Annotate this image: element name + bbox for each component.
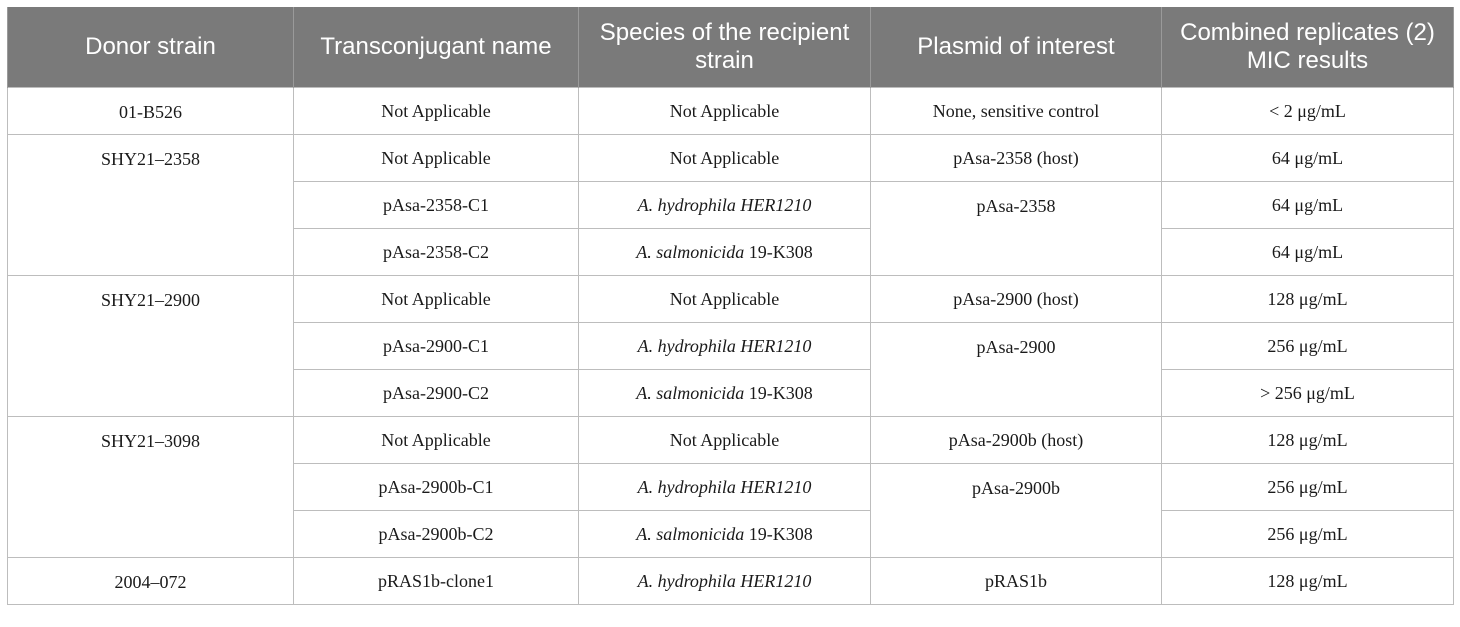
transconjugant-cell: pAsa-2358-C1 <box>294 182 579 229</box>
header-donor-strain: Donor strain <box>8 7 294 88</box>
plasmid-cell: pAsa-2358 (host) <box>871 135 1162 182</box>
donor-strain-cell: 2004–072 <box>8 558 294 605</box>
table-row <box>8 276 1454 323</box>
table-row <box>8 417 1454 464</box>
species-plain: 19-K308 <box>744 382 813 403</box>
table-row <box>8 135 1454 182</box>
header-species-recipient: Species of the recipient strain <box>579 7 871 88</box>
transconjugant-cell: pAsa-2900b-C1 <box>294 464 579 511</box>
donor-strain-cell: SHY21–2900 <box>8 276 294 417</box>
header-transconjugant-name: Transconjugant name <box>294 7 579 88</box>
species-cell <box>579 417 871 464</box>
species-cell <box>579 88 871 135</box>
species-cell <box>579 276 871 323</box>
transconjugant-cell: Not Applicable <box>294 276 579 323</box>
header-plasmid-of-interest: Plasmid of interest <box>871 7 1162 88</box>
species-plain: Not Applicable <box>669 288 780 309</box>
species-italic: A. salmonicida <box>636 241 745 262</box>
transconjugant-cell: Not Applicable <box>294 417 579 464</box>
species-cell <box>579 182 871 229</box>
table-row <box>8 88 1454 135</box>
plasmid-cell: None, sensitive control <box>871 88 1162 135</box>
transconjugant-cell: pAsa-2358-C2 <box>294 229 579 276</box>
mic-results-table <box>7 7 1454 605</box>
transconjugant-cell: pAsa-2900-C2 <box>294 370 579 417</box>
donor-strain-cell: SHY21–3098 <box>8 417 294 558</box>
mic-cell: 128 μg/mL <box>1162 417 1454 464</box>
plasmid-cell: pAsa-2358 <box>871 182 1162 276</box>
species-italic: A. salmonicida <box>636 382 745 403</box>
plasmid-cell: pAsa-2900 <box>871 323 1162 417</box>
transconjugant-cell: pAsa-2900-C1 <box>294 323 579 370</box>
plasmid-cell: pAsa-2900b <box>871 464 1162 558</box>
mic-cell: < 2 μg/mL <box>1162 88 1454 135</box>
donor-strain-cell: 01-B526 <box>8 88 294 135</box>
species-italic: A. salmonicida <box>636 523 745 544</box>
species-plain: 19-K308 <box>744 241 813 262</box>
species-italic: A. hydrophila HER1210 <box>637 194 812 215</box>
mic-cell: 256 μg/mL <box>1162 323 1454 370</box>
species-cell <box>579 229 871 276</box>
plasmid-cell: pAsa-2900b (host) <box>871 417 1162 464</box>
mic-cell: 64 μg/mL <box>1162 182 1454 229</box>
transconjugant-cell: pAsa-2900b-C2 <box>294 511 579 558</box>
mic-cell: 64 μg/mL <box>1162 135 1454 182</box>
species-plain: 19-K308 <box>744 523 813 544</box>
species-italic: A. hydrophila HER1210 <box>637 570 812 591</box>
species-cell <box>579 558 871 605</box>
donor-strain-cell: SHY21–2358 <box>8 135 294 276</box>
mic-cell: 256 μg/mL <box>1162 464 1454 511</box>
species-italic: A. hydrophila HER1210 <box>637 335 812 356</box>
species-cell <box>579 135 871 182</box>
table-row <box>8 558 1454 605</box>
species-cell <box>579 370 871 417</box>
species-cell <box>579 323 871 370</box>
mic-cell: 64 μg/mL <box>1162 229 1454 276</box>
mic-cell: 128 μg/mL <box>1162 558 1454 605</box>
species-plain: Not Applicable <box>669 147 780 168</box>
header-mic-results: Combined replicates (2) MIC results <box>1162 7 1454 88</box>
plasmid-cell: pRAS1b <box>871 558 1162 605</box>
mic-cell: 256 μg/mL <box>1162 511 1454 558</box>
transconjugant-cell: Not Applicable <box>294 88 579 135</box>
mic-cell: > 256 μg/mL <box>1162 370 1454 417</box>
species-cell <box>579 464 871 511</box>
species-cell <box>579 511 871 558</box>
header-row <box>8 7 1454 88</box>
plasmid-cell: pAsa-2900 (host) <box>871 276 1162 323</box>
species-plain: Not Applicable <box>669 100 780 121</box>
transconjugant-cell: Not Applicable <box>294 135 579 182</box>
transconjugant-cell: pRAS1b-clone1 <box>294 558 579 605</box>
species-plain: Not Applicable <box>669 429 780 450</box>
species-italic: A. hydrophila HER1210 <box>637 476 812 497</box>
results-table-container <box>7 7 1453 605</box>
mic-cell: 128 μg/mL <box>1162 276 1454 323</box>
